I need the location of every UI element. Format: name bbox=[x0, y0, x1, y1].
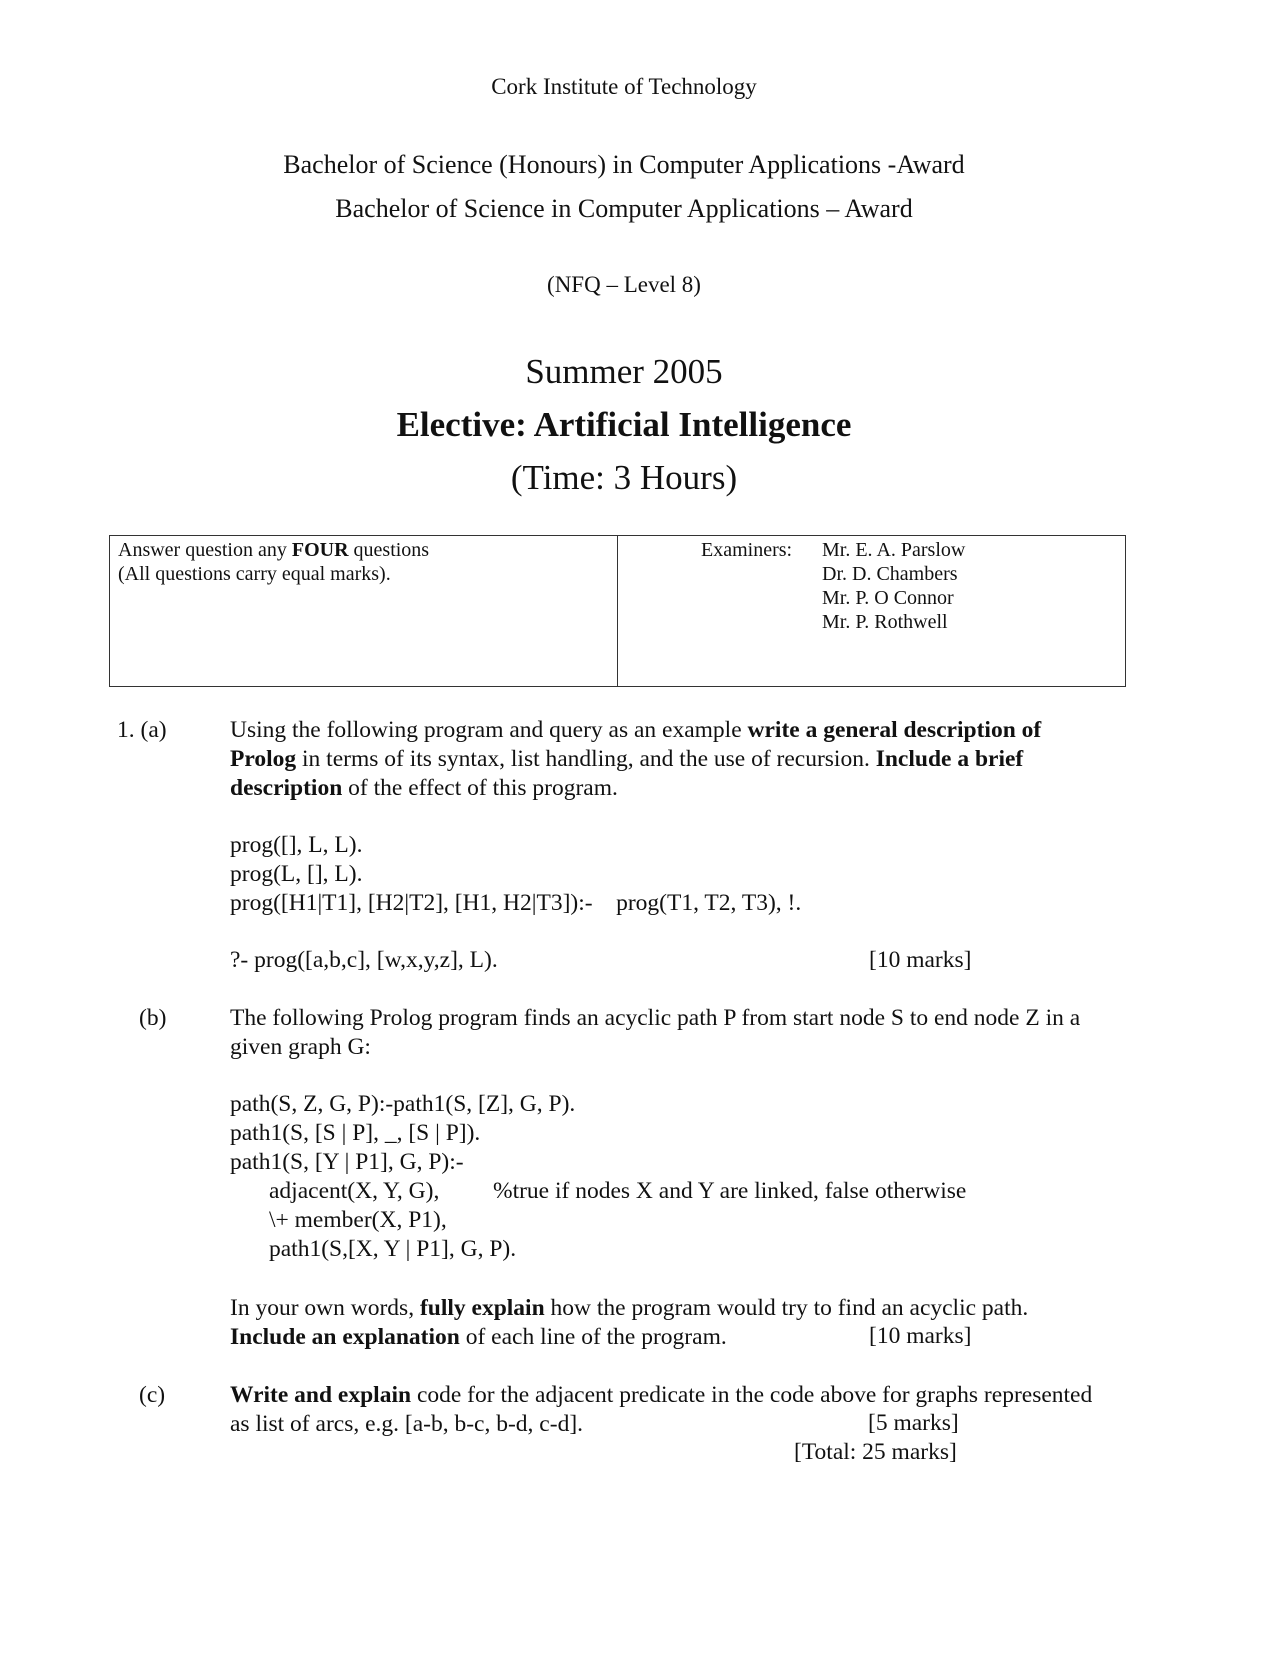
question-1a-marks: [10 marks] bbox=[869, 947, 972, 973]
nfq-level: (NFQ – Level 8) bbox=[547, 272, 701, 297]
path-clause: path(S, Z, G, P):-path1(S, [Z], G, P). bbox=[230, 1091, 576, 1117]
box-divider bbox=[617, 536, 618, 686]
instructions-box bbox=[109, 535, 1126, 687]
path1-recursive-head: path1(S, [Y | P1], G, P):- bbox=[230, 1149, 464, 1175]
examiner-1: Mr. E. A. Parslow bbox=[822, 539, 966, 561]
path1-comment: %true if nodes X and Y are linked, false otherwise bbox=[493, 1178, 967, 1204]
instructions-line-1: Answer question any FOUR questions bbox=[118, 539, 430, 561]
prog-clause-3: prog([H1|T1], [H2|T2], [H1, H2|T3]):- prog(T1, T2, T3), !. bbox=[230, 890, 802, 916]
examiners-label: Examiners: bbox=[701, 539, 793, 561]
question-1a-number: 1. (a) bbox=[117, 717, 167, 743]
prog-clause-1: prog([], L, L). bbox=[230, 832, 363, 858]
question-1-total-marks: [Total: 25 marks] bbox=[794, 1439, 957, 1465]
question-1b-label: (b) bbox=[139, 1005, 167, 1031]
question-1c-label: (c) bbox=[139, 1382, 166, 1408]
question-1a-text: Using the following program and query as an example write a general description of Prolog in terms of its syntax, list handling, and the use of recursion. Include a brief description of the effect of this program. bbox=[230, 717, 1042, 801]
exam-subject: Elective: Artificial Intelligence bbox=[396, 405, 852, 444]
question-1b-explain: In your own words, fully explain how the program would try to find an acyclic path. Include an explanation of each line of the program. bbox=[230, 1295, 1029, 1350]
institute-name: Cork Institute of Technology bbox=[491, 74, 757, 99]
prog-query: ?- prog([a,b,c], [w,x,y,z], L). bbox=[230, 947, 498, 973]
degree-ordinary: Bachelor of Science in Computer Applications – Award bbox=[335, 194, 913, 223]
path1-base-clause: path1(S, [S | P], _, [S | P]). bbox=[230, 1120, 481, 1146]
path1-goal-member: \+ member(X, P1), bbox=[269, 1207, 447, 1233]
examiner-3: Mr. P. O Connor bbox=[822, 587, 954, 609]
path1-goal-recurse: path1(S,[X, Y | P1], G, P). bbox=[269, 1236, 517, 1262]
examiner-4: Mr. P. Rothwell bbox=[822, 611, 948, 633]
degree-honours: Bachelor of Science (Honours) in Computer Applications -Award bbox=[283, 150, 965, 179]
path1-goal-adjacent: adjacent(X, Y, G), bbox=[269, 1178, 440, 1204]
question-1c-text: Write and explain code for the adjacent predicate in the code above for graphs represented as list of arcs, e.g. [a-b, b-c, b-d, c-d]. bbox=[230, 1382, 1093, 1437]
prog-clause-2: prog(L, [], L). bbox=[230, 861, 363, 887]
exam-duration: (Time: 3 Hours) bbox=[510, 458, 738, 497]
question-1b-marks: [10 marks] bbox=[869, 1323, 972, 1349]
question-1c-marks: [5 marks] bbox=[868, 1410, 959, 1436]
instructions-line-2: (All questions carry equal marks). bbox=[118, 563, 391, 585]
exam-session: Summer 2005 bbox=[525, 352, 723, 391]
question-1b-text: The following Prolog program finds an acyclic path P from start node S to end node Z in a given graph G: bbox=[230, 1005, 1081, 1060]
examiner-2: Dr. D. Chambers bbox=[822, 563, 958, 585]
